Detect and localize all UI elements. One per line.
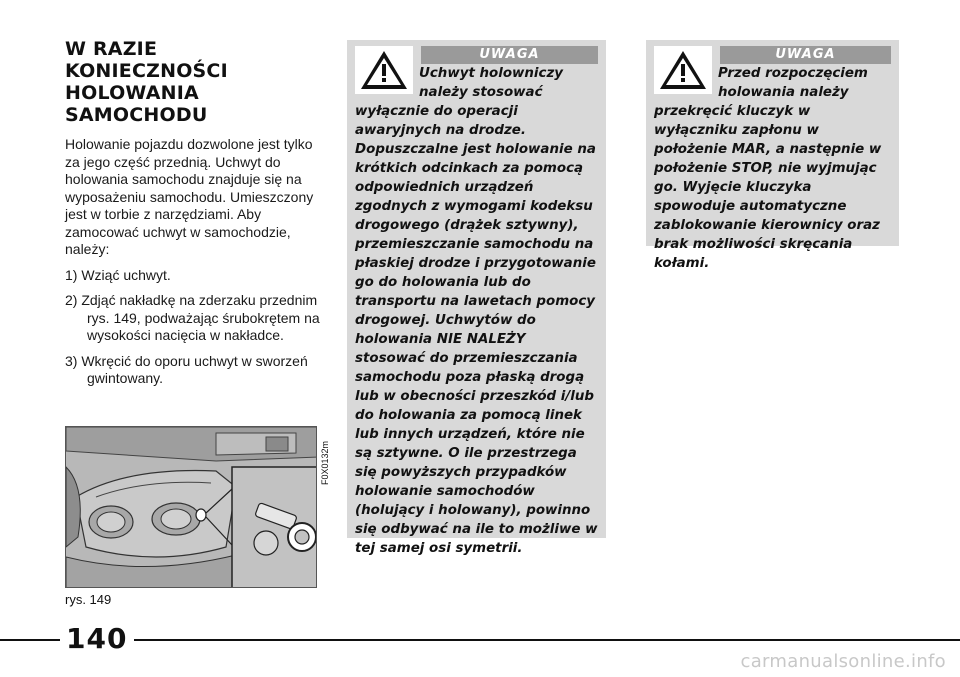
title-line: W RAZIE [65,38,158,60]
step-item: 2) Zdjąć nakładkę na zderzaku przednim rys. 149, podważając śrubokrętem na wysokości nacięcia w nakładce. [65,292,320,343]
warning-triangle-icon [355,46,413,94]
warning-triangle-icon [654,46,712,94]
step-item: 1) Wziąć uchwyt. [65,266,171,283]
bumper-drawing [66,427,317,588]
intro-paragraph: Holowanie pojazdu dozwolone jest tylko za jego część przednią. Uchwyt do holowania samochodu znajduje się na wyposażeniu samochodu. Umieszczony jest w torbie z narzędziami. Aby zamocować uchwyt w samochodzie, należy: [65,136,314,257]
warning-label: UWAGA [421,46,598,64]
figure-caption: rys. 149 [65,592,112,607]
figure-code: F0X0132m [320,440,330,485]
page-number: 140 [66,622,128,655]
warning-label: UWAGA [720,46,891,64]
warning-box-ignition-key [646,40,899,271]
watermark[interactable]: carmanualsonline.info [740,651,946,672]
steps-list [65,267,330,388]
left-column [65,38,330,396]
title-line: HOLOWANIA [65,82,199,104]
title-line: SAMOCHODU [65,104,208,126]
step-item: 3) Wkręcić do oporu uchwyt w sworzeń gwintowany. [65,352,308,386]
warning-box-towing-hook [347,40,606,556]
warning-text: Przed rozpoczęciem holowania należy przekręcić kluczyk w wyłączniku zapłonu w położenie MAR, a następnie w położenie STOP, nie wyjmując go. Wyjęcie kluczyka spowoduje automatyczne zablokowanie kierownicy oraz brak możliwości skręcania kołami. [654,66,882,271]
title-line: KONIECZNOŚCI [65,60,228,82]
section-title [65,38,330,126]
footer-rule [134,639,960,641]
figure-bumper-illustration [65,426,317,588]
warning-text: Uchwyt holowniczy należy stosować wyłącznie do operacji awaryjnych na drodze. Dopuszczalne jest holowanie na krótkich odcinkach za pomocą odpowiednich urządzeń zgodnych z wymogami kodeksu drogowego (drążek sztywny), przemieszczanie samochodu na płaskiej drodze i przygotowanie go do holowania lub do transportu na lawetach pomocy drogowej. Uchwytów do holowania NIE NALEŻY stosować do przemieszczania samochodu poza płaską drogą lub w obecności przeszkód i/lub do holowania za pomocą linek lub innych urządzeń, które nie są sztywne. O ile przestrzega się powyższych przypadków holowanie samochodów (holujący i holowany), powinno się odbywać na ile to możliwe w tej samej osi symetrii. [355,66,598,556]
footer-rule [0,639,60,641]
